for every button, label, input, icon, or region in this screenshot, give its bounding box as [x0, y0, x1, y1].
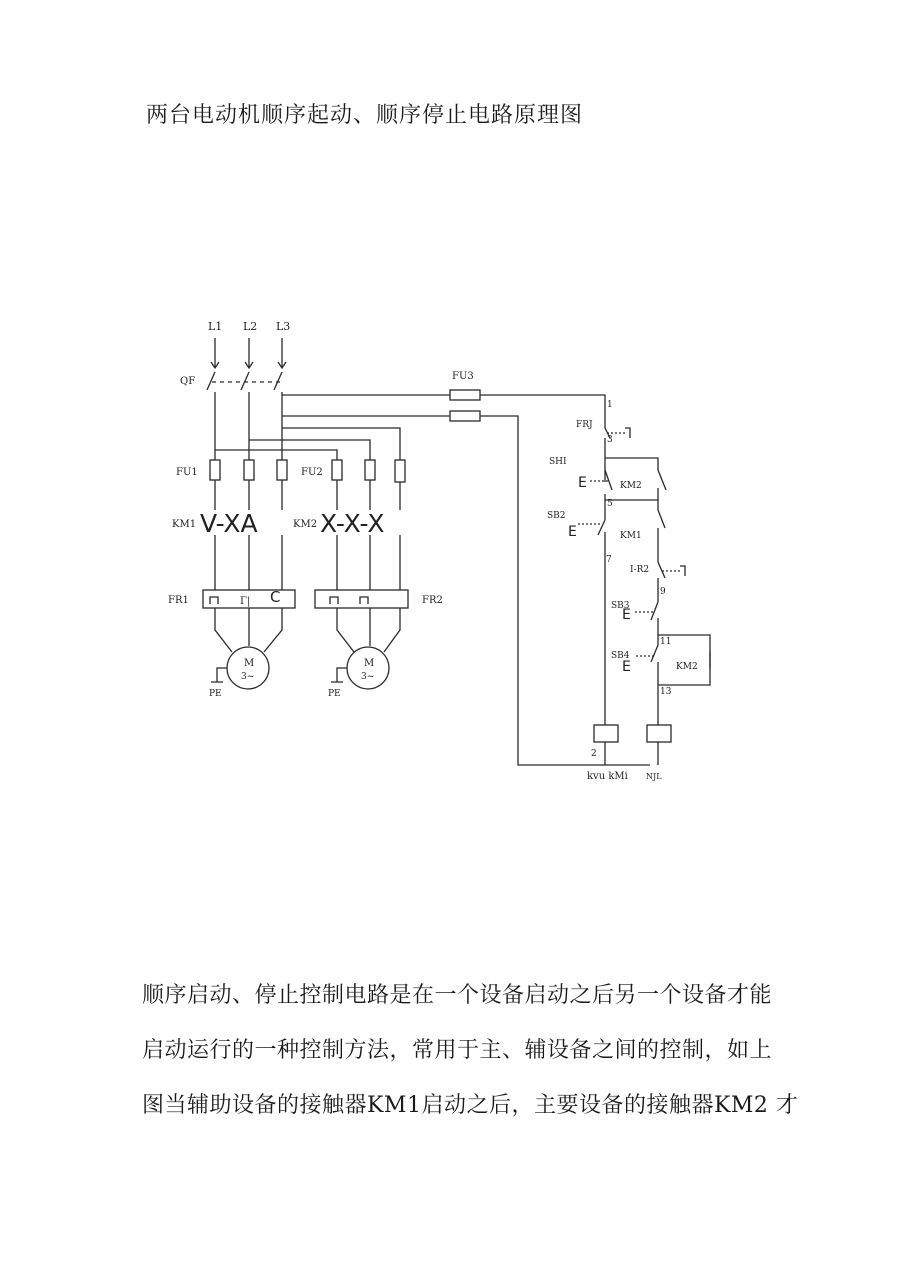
control-label-km2b: KM2: [676, 662, 698, 672]
node-3: 3: [607, 435, 613, 445]
fuse-fu3-b: [450, 411, 480, 421]
wires-to-overloads: [215, 535, 400, 590]
km2-aux-contact: [658, 470, 666, 490]
body-line: 顺序启动、停止控制电路是在一个设备启动之后另一个设备才能: [142, 983, 773, 1008]
fuse-fu3-a: [450, 390, 480, 400]
contactor-label-km1: KM1: [172, 519, 197, 530]
fuse-label-fu1: FU1: [176, 467, 198, 478]
control-label-fr1: FRJ: [576, 420, 593, 430]
overload-label-fr1: FR1: [168, 595, 189, 606]
node-5: 5: [607, 499, 613, 509]
ground-label-2: PE: [328, 689, 341, 699]
contactor-km2-symbols: X-X-X: [320, 509, 385, 538]
ground-symbol-1: [211, 668, 227, 682]
coil-km2: [647, 725, 671, 742]
sb1-contact: [590, 470, 612, 490]
sb4-contact: [636, 645, 658, 662]
control-label-sb1: SHI: [549, 457, 567, 467]
motor-2-label: M: [364, 658, 375, 669]
fuse-label-fu3: FU3: [452, 371, 474, 382]
motor-1-label: M: [244, 658, 255, 669]
control-label-km1: KM1: [620, 531, 642, 541]
ground-label-1: PE: [209, 689, 222, 699]
control-label-sb2: SB2: [547, 511, 566, 521]
overload-fr1-mid-mark: Γ|: [240, 596, 251, 607]
overload-label-fr2: FR2: [422, 595, 443, 606]
watermark: NJL: [646, 772, 662, 781]
fuses-fu1: [210, 460, 287, 480]
coil-km1: [594, 725, 618, 742]
sb3-contact: [635, 602, 658, 620]
body-paragraph: [142, 968, 799, 1133]
supply-wires: [207, 338, 450, 460]
page-title: 两台电动机顺序起动、顺序停止电路原理图: [146, 103, 584, 128]
node-2: 2: [591, 749, 597, 759]
phase-label-l1: L1: [208, 320, 223, 333]
fr2-contact: [658, 562, 685, 578]
heater-element: [210, 597, 218, 604]
fuses-fu2: [332, 460, 405, 482]
pushbutton-icon: E: [578, 475, 587, 491]
node-13: 13: [660, 687, 672, 697]
contactor-label-km2: KM2: [293, 519, 318, 530]
overload-fr1-mark: C: [270, 588, 281, 606]
body-line: 启动运行的一种控制方法，常用于主、辅设备之间的控制，如上: [142, 1038, 773, 1063]
control-label-km2: KM2: [620, 481, 642, 491]
wires-to-contactors: [215, 480, 400, 510]
sb2-contact: [578, 520, 605, 535]
control-label-fr2: I-R2: [630, 565, 650, 575]
overload-fr2-box: [315, 590, 408, 608]
wires-to-motors: [215, 608, 400, 652]
control-wires: [480, 395, 710, 765]
node-7: 7: [606, 555, 612, 565]
node-1: 1: [607, 400, 613, 410]
breaker-label: QF: [180, 376, 196, 387]
motor-1-phase: 3~: [241, 672, 255, 682]
pushbutton-icon: E: [622, 607, 631, 623]
phase-labels: [208, 320, 290, 333]
heater-element: [330, 597, 338, 604]
fuse-label-fu2: FU2: [301, 467, 323, 478]
control-label-sb4: SB4: [611, 651, 630, 661]
phase-label-l3: L3: [276, 320, 291, 333]
control-label-sb3: SB3: [611, 601, 630, 611]
circuit-diagram: [160, 310, 720, 790]
km1-aux-contact: [658, 510, 665, 528]
phase-label-l2: L2: [243, 320, 258, 333]
body-line: 图当辅助设备的接触器KM1启动之后，主要设备的接触器KM2 才: [142, 1093, 799, 1118]
node-11: 11: [660, 637, 672, 647]
pushbutton-icon: E: [568, 524, 577, 540]
contactor-km1-symbols: V-XA: [200, 509, 258, 538]
heater-element: [360, 597, 368, 604]
coil-labels: kvu kMi: [587, 771, 628, 782]
motor-2-phase: 3~: [361, 672, 375, 682]
pushbutton-icon: E: [622, 659, 631, 675]
node-9: 9: [660, 587, 666, 597]
ground-symbol-2: [331, 668, 347, 682]
